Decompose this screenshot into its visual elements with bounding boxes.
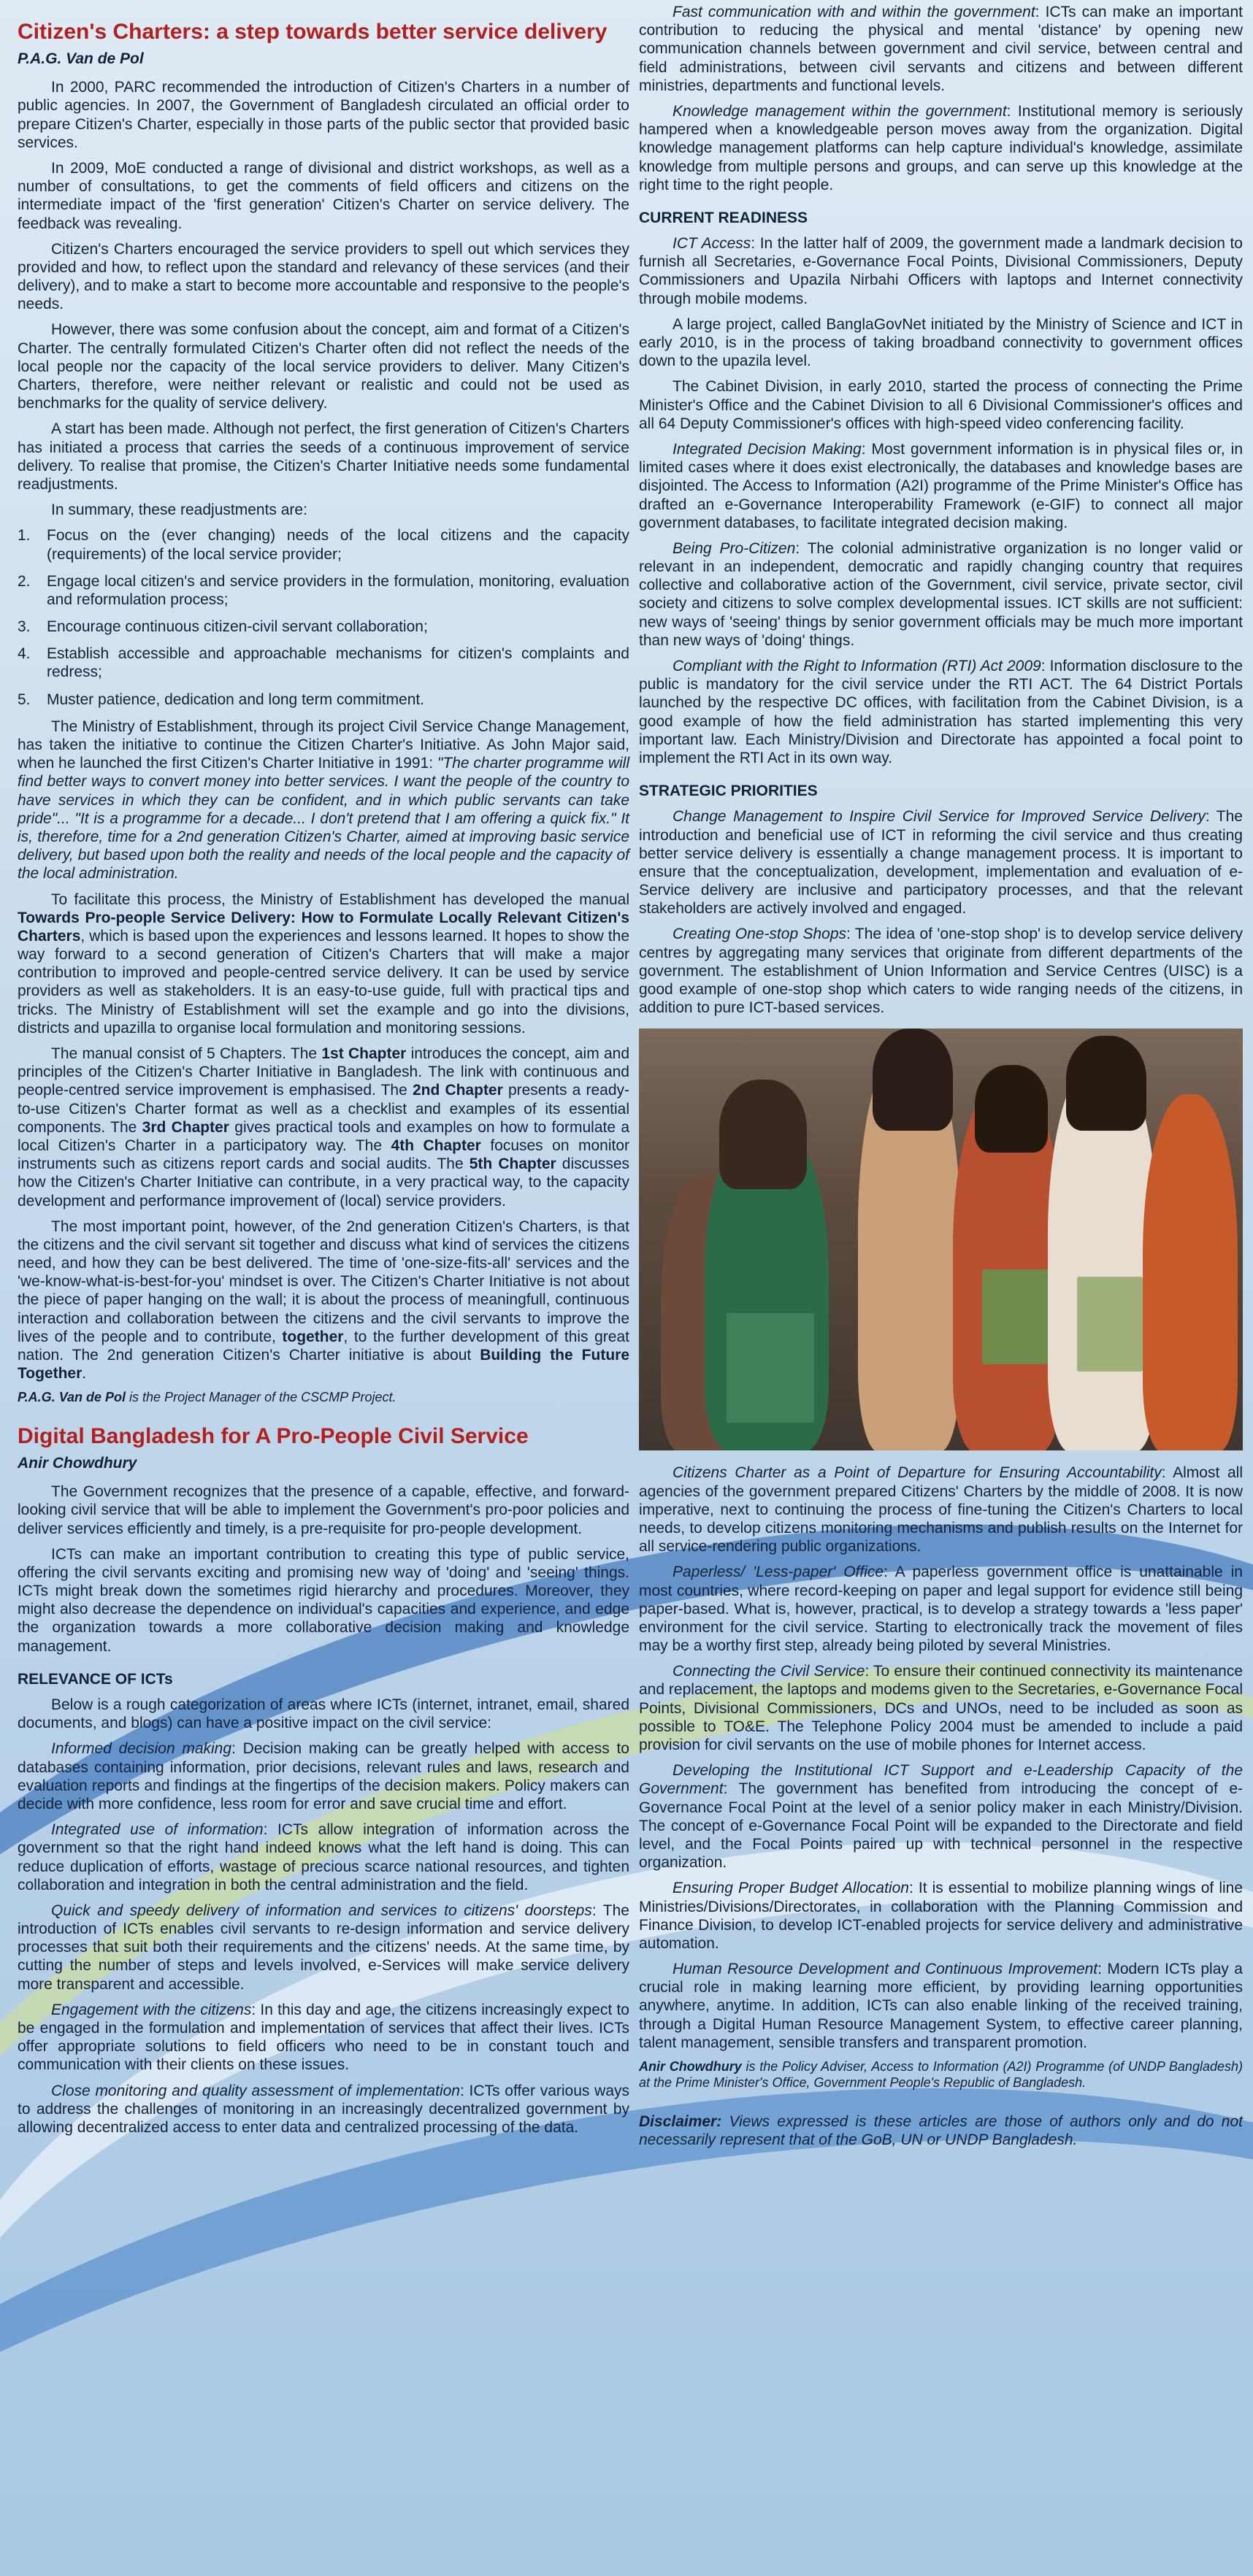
priority-item: Ensuring Proper Budget Allocation: It is essential to mobilize planning wings of line Ministries/Divisions/Directorates, in collaboration with the Planning Commission and Finance Division, to develop ICT-enabled projects for service delivery and administrative automation. <box>639 1880 1244 1952</box>
list-item: 5. Muster patience, dedication and long term commitment. <box>18 691 425 708</box>
list-item: 2. Engage local citizen's and service providers in the formulation, monitoring, evaluation and reformulation process; <box>18 572 629 608</box>
article1-body <box>18 78 629 1406</box>
manual-title: Towards Pro-people Service Delivery: How to Formulate Locally Relevant Citizen's Charters <box>18 909 629 945</box>
relevance-item: Integrated use of information: ICTs allow integration of information across the government so that the right hand indeed knows what the left hand is doing. This can reduce duplication of efforts, wastage of precious scarce national resources, and tighten collaboration and integration in both the central administration and the field. <box>18 1821 629 1893</box>
list-item: 4. Establish accessible and approachable mechanisms for citizen's complaints and redress; <box>18 645 629 681</box>
relevance-item: Close monitoring and quality assessment of implementation: ICTs offer various ways to address the challenges of monitoring in an increasingly decentralized government by allowing decentralized access to enter data and centralized processing of the data. <box>18 2082 629 2136</box>
relevance-item: Knowledge management within the government: Institutional memory is seriously hampered when a knowledgeable person moves away from the organization. Digital knowledge management platforms can help capture individual's knowledge, assimilate knowledge from multiple persons and groups, and can serve up this knowledge at the right time to the right people. <box>639 102 1243 193</box>
readiness-heading: CURRENT READINESS <box>639 209 808 226</box>
article1-title: Citizen's Charters: a step towards better service delivery <box>18 20 608 44</box>
article1-author: P.A.G. Van de Pol <box>18 50 144 67</box>
relevance-item: Quick and speedy delivery of information and services to citizens' doorsteps: The introduction of ICTs enables civil servants to re-design information and service delivery processes that suit both their requirements and the citizens' needs. At the same time, by cutting the number of steps and levels involved, e-Services will make service delivery more transparent and accessible. <box>18 1902 629 1993</box>
paragraph-ministry: The Ministry of Establishment, through its project Civil Service Change Management, has taken the initiative to continue the Citizen Charter's Initiative. As John Major said, when he launched the first Citizen's Charter Initiative in 1991: "The charter programme will find better ways to convert money into better services. I want the people of the country to have services in which they can be confident, and in which public servants can take pride"... "It is a programme for a decade... I don't pretend that I am offering a quick fix." It is, therefore, time for a 2nd generation Citizen's Charter, aimed at improving basic service delivery, but based upon both the reality and needs of the local people and the capacity of the local administration. <box>18 718 629 883</box>
paragraph: In summary, these readjustments are: <box>51 501 307 519</box>
readiness-item: ICT Access: In the latter half of 2009, the government made a landmark decision to furnish all Secretaries, e-Governance Focal Points, Divisional Commissioners, Deputy Commissioners and Upazila Nirbahi Officers with laptops and Internet connectivity through mobile modems. <box>639 235 1243 307</box>
paragraph: However, there was some confusion about the concept, aim and format of a Citizen's Charter. The centrally formulated Citizen's Charter often did not reflect the needs of the local people nor the capacity of the local service providers to deliver. Many Citizen's Charters, therefore, were neither relevant or realistic and could not be used as benchmarks for the quality of service delivery. <box>18 321 629 412</box>
priority-item: Creating One-stop Shops: The idea of 'one-stop shop' is to develop service delivery centres by aggregating many services that originate from different departments of the government. The establishment of Union Information and Service Centres (UISC) is a good example of one-stop shop which caters to wide ranging needs of the citizens, in addition to pure ICT-based services. <box>639 926 1244 1017</box>
readiness-item: Being Pro-Citizen: The colonial administrative organization is no longer valid or relevant in an independent, democratic and rapidly changing country that requires collective and collaborative action of the Government, civil service, private sector, civil society and citizens to solve complex developmental issues. ICT skills are not sufficient: new ways of 'seeing' things by senior government officials may be much more important than new ways of 'doing' things. <box>639 539 1243 649</box>
relevance-item: Informed decision making: Decision making can be greatly helped with access to databases containing information, prior decisions, relevant rules and laws, research and evaluation reports and findings at the fingertips of the decision makers. Policy makers can decide with more confidence, less room for error and save crucial time and effort. <box>18 1740 629 1812</box>
paragraph: ICTs can make an important contribution to creating this type of public service, offering the civil servants exciting and promising new way of 'doing' and 'seeing' things. ICTs might break down the sometimes rigid hierarchy and procedures. Moreover, they might also decrease the dependence on individual's capacities and experience, and edge the organization towards a more collaborative decision making and knowledge management. <box>18 1545 629 1655</box>
relevance-item: Fast communication with and within the government: ICTs can make an important contribution to reducing the physical and mental 'distance' by opening new communication channels between government and civil service, between central and field administrations, between civil servants and citizens and between different ministries, departments and functional levels. <box>639 4 1243 94</box>
children-with-books-photo <box>639 1029 1243 1450</box>
paragraph: A start has been made. Although not perfect, the first generation of Citizen's Charters has initiated a process that carries the seeds of a continuous improvement of service delivery. To realise that promise, the Citizen's Charter Initiative needs some fundamental readjustments. <box>18 420 629 493</box>
article2-title: Digital Bangladesh for A Pro-People Civil Service <box>18 1423 529 1448</box>
left-column <box>18 0 629 2144</box>
priority-item: Connecting the Civil Service: To ensure their continued connectivity its maintenance and replacement, the laptops and modems given to the Secretaries, e-Governance Focal Points, Divisional Commissioners, DCs and UNOs, need to be included as soon as possible to TO&E. The Telephone Policy 2004 must be amended to include a paid provision for civil servants on the use of mobile phones for Internet access. <box>639 1663 1244 1753</box>
priority-item: Citizens Charter as a Point of Departure for Ensuring Accountability: Almost all agencies of the government prepared Citizens' Charters by the middle of 2008. It is now imperative, next to continuing the process of fine-tuning the Citizen's Charters to local needs, to develop citizens monitoring mechanisms and publish results on the Internet for all service-rendering public organizations. <box>639 1464 1243 1556</box>
paragraph-manual: To facilitate this process, the Ministry of Establishment has developed the manual Towards Pro-people Service Delivery: How to Formulate Locally Relevant Citizen's Charters, which is based upon the experiences and lessons learned. It hopes to show the way forward to a second generation of Citizen's Charters that will make a major contribution to improved and people-centred service delivery. It can be used by service providers as well as stakeholders. It is an easy-to-use guide, full with practical tips and tricks. The Ministry of Establishment will set the example and go into the divisions, districts and upazilla to organise local formulation and monitoring sessions. <box>18 891 629 1037</box>
relevance-item: Engagement with the citizens: In this day and age, the citizens increasingly expect to be engaged in the formulation and implementation of services that affect their lives. ICTs offer appropriate solutions to field officers who need to be in constant touch and communication with their clients on these issues. <box>18 2001 629 2074</box>
article2-author-note: Anir Chowdhury is the Policy Adviser, Access to Information (A2I) Programme (of UNDP Bangladesh) at the Prime Minister's Office, Government People's Republic of Bangladesh. <box>639 2059 1243 2090</box>
paragraph-important: The most important point, however, of the 2nd generation Citizen's Charters, is that the citizens and the civil servant sit together and discuss what kind of services the citizens need, and how they can be best delivered. The time of 'one-size-fits-all' services and the 'we-know-what-is-best-for-you' mindset is over. The Citizen's Charter Initiative is not about the piece of paper hanging on the wall; it is about the process of meaningfull, continuous interaction and collaboration between the citizens and the civil servants to improve the lives of the people and to contribute, together, to the further development of this great nation. The 2nd generation Citizen's Charter initiative is about Building the Future Together. <box>18 1218 629 1383</box>
priority-item: Developing the Institutional ICT Support and e-Leadership Capacity of the Government: The government has benefited from introducing the concept of e-Governance Focal Point at the level of a senior policy maker in each Ministry/Division. The concept of e-Governance Focal Point will be expanded to the Directorate and field level, and the Focal Points paired up with technical personnel in the respective organization. <box>639 1762 1243 1872</box>
readiness-item: A large project, called BanglaGovNet initiated by the Ministry of Science and ICT in early 2010, is in the process of taking broadband connectivity to government offices down to the upazila level. <box>639 315 1243 370</box>
readiness-item: The Cabinet Division, in early 2010, started the process of connecting the Prime Minister's Office and the Cabinet Division to all 6 Divisional Commissioner's offices and all 64 Deputy Commissioner's offices with high-speed video conferencing facility. <box>639 378 1243 432</box>
paragraph: The Government recognizes that the presence of a capable, effective, and forward-looking civil service that will be able to implement the Government's pro-poor policies and deliver services efficiently and timely, is a pre-requisite for pro-people development. <box>18 1483 629 1537</box>
priority-item: Change Management to Inspire Civil Service for Improved Service Delivery: The introduction and beneficial use of ICT in reforming the civil service and thus creating better service delivery is essentially a change management process. It is important to ensure that the conceptualization, development, implementation and evaluation of e-Service delivery are inclusive and participatory processes, and that the relevant stakeholders are actively involved and engaged. <box>639 808 1243 918</box>
readiness-item: Compliant with the Right to Information (RTI) Act 2009: Information disclosure to the public is mandatory for the civil service under the RTI ACT. The 64 District Portals launched by the respective DC offices, with facilitation from the Cabinet Division, is a good example of how the field administration has started implementing this very important law. Each Ministry/Division and Directorate has appointed a focal point to implement the RTI Act in its own way. <box>639 658 1243 766</box>
priorities-heading: STRATEGIC PRIORITIES <box>639 783 818 800</box>
paragraph-chapters: The manual consist of 5 Chapters. The 1st Chapter introduces the concept, aim and principles of the Citizen's Charter Initiative in Bangladesh. The link with continuous and people-centred service improvement is emphasised. The 2nd Chapter presents a ready-to-use Citizen's Charter format as well as a checklist and examples of its essential components. The 3rd Chapter gives practical tools and examples on how to formulate a local Citizen's Charter in a participatory way. The 4th Chapter focuses on monitor instruments such as citizens report cards and social audits. The 5th Chapter discusses how the Citizen's Charter Initiative can contribute, in a very practical way, to the capacity development and performance improvement of (local) service providers. <box>18 1045 630 1210</box>
readjustments-list <box>18 526 629 709</box>
paragraph: In 2009, MoE conducted a range of divisional and district workshops, as well as a number of consultations, to get the comments of field officers and citizens on the intermediate impact of the 'first generation' Citizen's Charter on service delivery. The feedback was revealing. <box>18 159 629 232</box>
article1-author-note: P.A.G. Van de Pol is the Project Manager of the CSCMP Project. <box>18 1390 396 1405</box>
relevance-heading: RELEVANCE OF ICTs <box>18 1670 173 1688</box>
article2-body <box>18 1483 629 2137</box>
priority-item: Paperless/ 'Less-paper' Office: A paperless government office is unattainable in most countries, where record-keeping on paper and legal support for evidence still being paper-based. What is, however, practical, is to develop a strategy towards a 'less paper' environment for the civil service. Starting to electronically track the movement of files may be a worthy first step, already being piloted by several Ministries. <box>639 1564 1243 1655</box>
list-item: 3. Encourage continuous citizen-civil servant collaboration; <box>18 618 428 636</box>
paragraph: Citizen's Charters encouraged the service providers to spell out which services they provided and how, to reflect upon the standard and relevancy of these services (and their delivery), and to make a start to become more accountable and responsive to the people's needs. <box>18 240 629 313</box>
readiness-item: Integrated Decision Making: Most government information is in physical files or, in limited cases where it does exist electronically, the databases and knowledge bases are disjointed. The Access to Information (A2I) programme of the Prime Minister's Office has drafted an e-Governance Interoperability Framework (e-GIF) to connect all major government databases, to facilitate integrated decision making. <box>639 440 1243 531</box>
article2-author: Anir Chowdhury <box>18 1454 137 1472</box>
disclaimer: Disclaimer: Views expressed is these articles are those of authors only and do not necessarily represent that of the GoB, UN or UNDP Bangladesh. <box>639 2113 1243 2149</box>
paragraph: Below is a rough categorization of areas where ICTs (internet, intranet, email, shared documents, and blogs) can have a positive impact on the civil service: <box>18 1696 629 1732</box>
paragraph: In 2000, PARC recommended the introduction of Citizen's Charters in a number of public agencies. In 2007, the Government of Bangladesh circulated an official order to prepare Citizen's Charter, especially in those parts of the public sector that provided basic services. <box>18 79 629 151</box>
john-major-quote: "The charter programme will find better ways to convert money into better services. I want the people of the country to have services in which they can be confident, and in which public servants can take pride"... "It is a programme for a decade... I don't pretend that I am offering a quick fix." It is, therefore, time for a 2nd generation Citizen's Charter, aimed at improving basic service delivery, but based upon both the reality and needs of the local people and the capacity of the local administration. <box>18 755 629 883</box>
priority-item: Human Resource Development and Continuous Improvement: Modern ICTs play a crucial role in making learning more efficient, by providing learning opportunities anywhere, anytime. In addition, ICTs can also enable linking of the received training, through a Digital Human Resource Management System, to effective career planning, talent management, sensible transfers and transparent promotion. <box>639 1961 1243 2051</box>
list-item: 1. Focus on the (ever changing) needs of the local citizens and the capacity (requirements) of the local service provider; <box>18 527 629 563</box>
right-column <box>639 0 1243 2150</box>
